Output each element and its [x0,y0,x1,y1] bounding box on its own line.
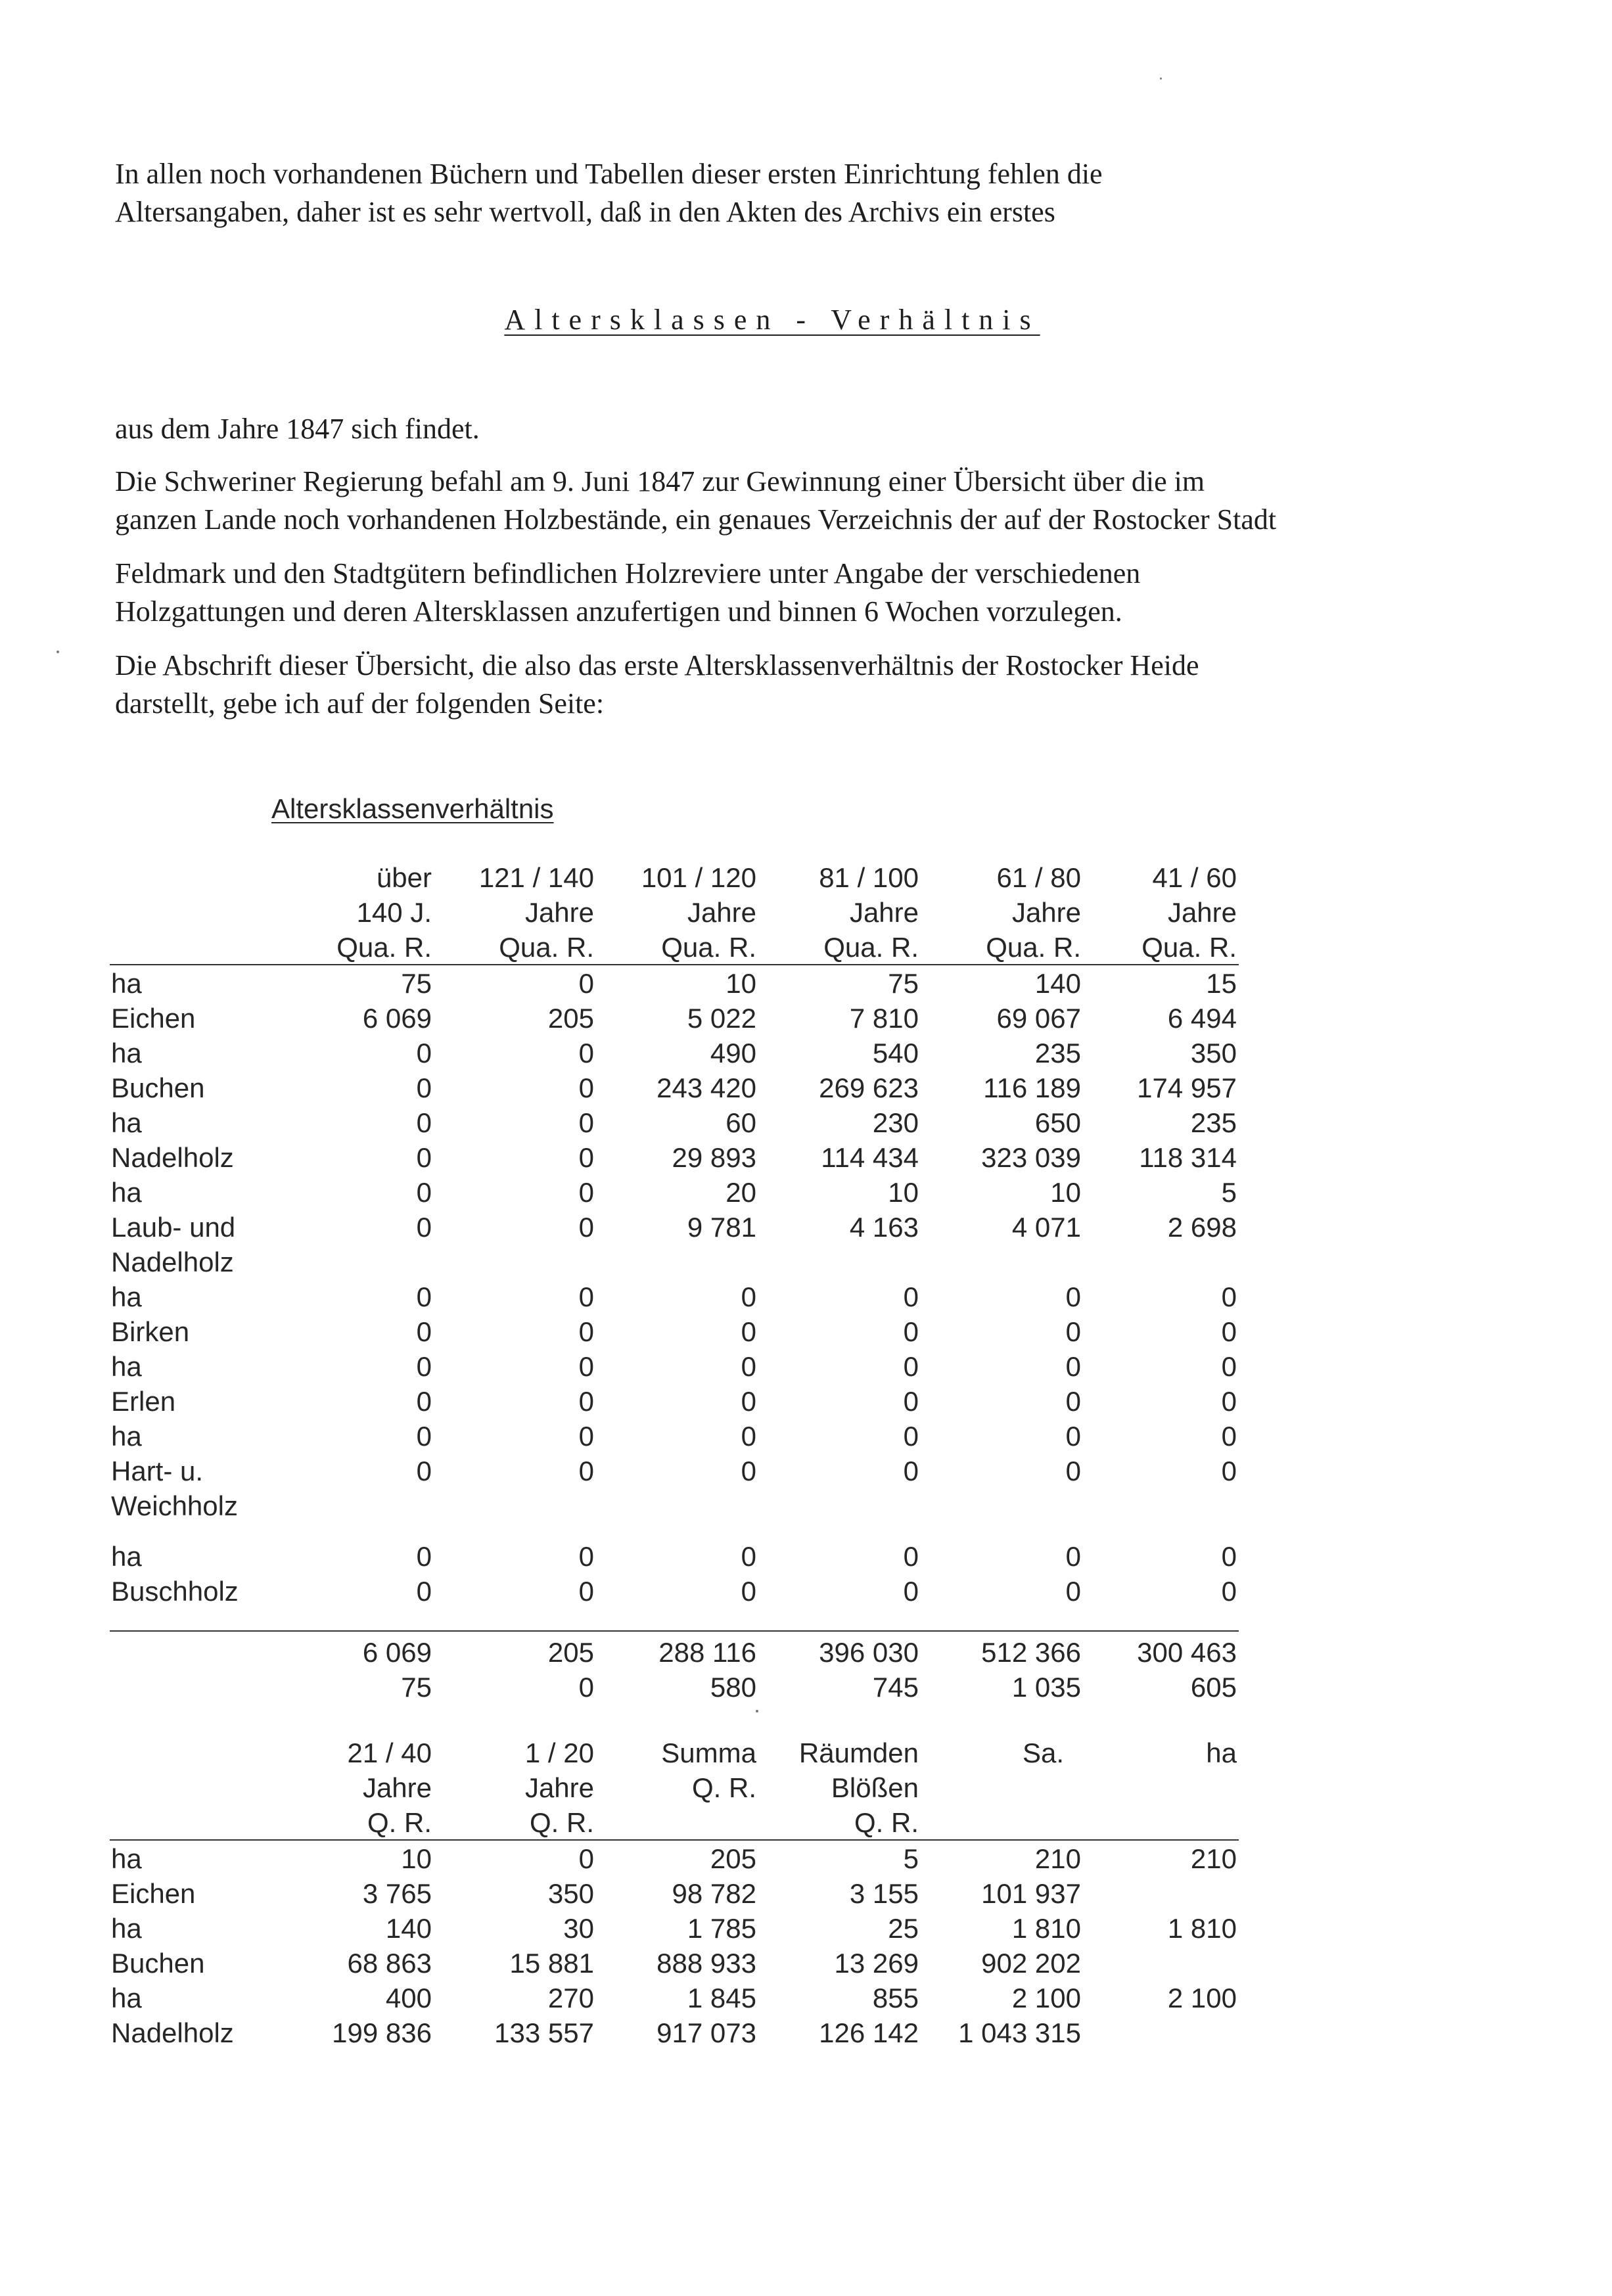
table-cell: 1 810 [1011,1913,1081,1944]
table-row [110,1911,1240,1946]
row-label-line: Buchen [111,1948,205,1979]
table-cell: 3 155 [849,1878,919,1909]
table-cell: 20 [725,1177,756,1208]
table-cell: 10 [888,1177,919,1208]
table-cell: 4 163 [849,1212,919,1243]
table-cell: 205 [547,1003,594,1034]
row-label-line: Eichen [111,1878,196,1909]
column-header: Räumden Blößen Q. R. [798,1737,919,1838]
table-cell: 0 [1221,1541,1237,1572]
table-cell: 0 [903,1281,919,1312]
table-row [110,1001,1240,1036]
total-cell: 396 030 [819,1637,919,1668]
total-cell: 745 [872,1672,919,1703]
table-cell: 0 [741,1456,756,1486]
table-cell: 6 494 [1167,1003,1237,1034]
table-cell: 15 [1206,968,1237,999]
column-header: ha [1206,1737,1237,1768]
row-label-line: Hart- u. [111,1456,204,1486]
table-row [110,1454,1240,1523]
table-row [110,1314,1240,1349]
table-cell: 1 043 315 [958,2017,1081,2048]
table-cell: 350 [547,1878,594,1909]
text-line: aus dem Jahre 1847 sich findet. [115,413,480,445]
totals-rows [110,1635,1240,1705]
table-row [110,966,1240,1001]
text-line: Die Schweriner Regierung befahl am 9. Juni 1847 zur Gewinnung einer Übersicht über die im [115,465,1205,497]
table-cell: 7 810 [849,1003,919,1034]
row-label-line: ha [111,1107,142,1138]
table-cell: 0 [416,1541,432,1572]
table-cell: 0 [416,1038,432,1068]
table-cell: 270 [547,1983,594,2013]
table-cell: 2 100 [1167,1983,1237,2013]
table-cell: 0 [1221,1281,1237,1312]
column-header: 41 / 60 Jahre Qua. R. [1141,862,1237,963]
table-cell: 323 039 [981,1142,1081,1173]
table-cell: 0 [1065,1541,1081,1572]
table-cell: 6 069 [362,1003,432,1034]
table-cell: 2 100 [1011,1983,1081,2013]
table-cell: 1 785 [687,1913,756,1944]
text-line: Die Abschrift dieser Übersicht, die also das erste Altersklassenverhältnis der Rostocker Heide [115,649,1199,681]
total-cell: 75 [401,1672,432,1703]
table-cell: 126 142 [819,2017,919,2048]
total-cell: 6 069 [362,1637,432,1668]
row-label-line: ha [111,1038,142,1068]
table-cell: 902 202 [981,1948,1081,1979]
table-cell: 0 [741,1541,756,1572]
table-cell: 0 [578,1038,594,1068]
totals-row [110,1635,1240,1670]
table-cell: 0 [1065,1421,1081,1452]
table-cell: 0 [416,1281,432,1312]
age-class-table-part2 [110,1735,1240,2050]
intro-paragraph [115,155,1495,231]
table-row [110,1175,1240,1210]
table-cell: 29 893 [672,1142,756,1173]
year-paragraph [115,410,1495,448]
row-label-line: Eichen [111,1003,196,1034]
table-cell: 0 [578,1212,594,1243]
table-cell: 5 [903,1843,919,1874]
row-label-line: ha [111,968,142,999]
row-label-line: ha [111,1177,142,1208]
table-cell: 3 765 [362,1878,432,1909]
table-cell: 0 [1065,1281,1081,1312]
column-header: 121 / 140 Jahre Qua. R. [478,862,594,963]
table-cell: 0 [1065,1386,1081,1417]
table-cell: 0 [903,1576,919,1607]
table-cell: 69 067 [996,1003,1081,1034]
totals-rule [110,1630,1239,1632]
table-cell: 15 881 [509,1948,594,1979]
table-cell: 0 [903,1386,919,1417]
table-cell: 0 [578,1456,594,1486]
row-label-line: Nadelholz [111,2017,234,2048]
table-cell: 0 [1221,1351,1237,1382]
table-cell: 0 [1065,1576,1081,1607]
table-cell: 0 [1221,1456,1237,1486]
table-cell: 9 781 [687,1212,756,1243]
table-cell: 0 [578,1072,594,1103]
table-cell: 0 [578,968,594,999]
table-cell: 5 [1221,1177,1237,1208]
column-header: 61 / 80 Jahre Qua. R. [986,862,1081,963]
total-cell: 0 [578,1672,594,1703]
text-line: Holzgattungen und deren Altersklassen anzufertigen und binnen 6 Wochen vorzulegen. [115,595,1122,628]
table-cell: 10 [401,1843,432,1874]
table-cell: 0 [578,1541,594,1572]
text-line: Altersangaben, daher ist es sehr wertvoll, daß in den Akten des Archivs ein erstes [115,196,1055,228]
table-cell: 230 [872,1107,919,1138]
table-cell: 210 [1190,1843,1237,1874]
table-cell: 0 [416,1142,432,1173]
row-label-line: Laub- und [111,1212,236,1243]
table-cell: 0 [578,1281,594,1312]
table-cell: 0 [578,1421,594,1452]
row-label-line: Nadelholz [111,1142,234,1173]
table-header [110,860,1240,965]
text-line: ganzen Lande noch vorhandenen Holzbestände, ein genaues Verzeichnis der auf der Rostocker Stadt [115,503,1277,536]
table-cell: 116 189 [983,1072,1081,1103]
column-header: Summa Q. R. [661,1737,756,1803]
table-cell: 174 957 [1137,1072,1237,1103]
table-cell: 0 [741,1386,756,1417]
total-cell: 605 [1190,1672,1237,1703]
table-cell: 0 [578,1576,594,1607]
table-cell: 0 [903,1316,919,1347]
table-cell: 75 [401,968,432,999]
table-cell: 0 [1221,1386,1237,1417]
table-cell: 13 269 [834,1948,919,1979]
row-label-line: Buchen [111,1072,205,1103]
table-row [110,1981,1240,2015]
table-row [110,1210,1240,1279]
table-cell: 10 [1050,1177,1081,1208]
total-cell: 512 366 [981,1637,1081,1668]
government-order-paragraph [115,463,1495,539]
table-cell: 0 [578,1843,594,1874]
column-header: 81 / 100 Jahre Qua. R. [819,862,919,963]
table-cell: 10 [725,968,756,999]
text-line: In allen noch vorhandenen Büchern und Tabellen dieser ersten Einrichtung fehlen die [115,158,1103,190]
column-header: über 140 J. Qua. R. [336,862,432,963]
table-cell: 243 420 [656,1072,756,1103]
table-row [110,1105,1240,1140]
header-rule [110,1839,1239,1841]
total-cell: 580 [710,1672,756,1703]
transcript-paragraph [115,647,1495,723]
table-cell: 0 [903,1456,919,1486]
table-cell: 0 [416,1316,432,1347]
column-header: 21 / 40 Jahre Q. R. [347,1737,432,1838]
row-label-line: ha [111,1983,142,2013]
table-cell: 0 [741,1576,756,1607]
table-cell: 1 810 [1167,1913,1237,1944]
table-cell: 269 623 [819,1072,919,1103]
table-cell: 0 [416,1421,432,1452]
table-cell: 0 [578,1386,594,1417]
header-rule [110,964,1239,965]
total-cell: 205 [547,1637,594,1668]
table-cell: 0 [416,1576,432,1607]
table-cell: 140 [1034,968,1081,999]
table-cell: 350 [1190,1038,1237,1068]
table-cell: 5 022 [687,1003,756,1034]
table-row [110,1876,1240,1911]
row-label-line: Erlen [111,1386,176,1417]
table-cell: 0 [578,1142,594,1173]
table-cell: 0 [416,1177,432,1208]
table-row [110,1574,1240,1609]
scan-speck [756,1710,758,1712]
table-cell: 75 [888,968,919,999]
table-header [110,1735,1240,1840]
table-cell: 0 [1065,1316,1081,1347]
totals-row [110,1670,1240,1705]
table-cell: 0 [741,1351,756,1382]
table-cell: 917 073 [656,2017,756,2048]
row-label-line: Buschholz [111,1576,239,1607]
table-cell: 490 [710,1038,756,1068]
scan-speck [57,651,59,653]
table-cell: 0 [741,1421,756,1452]
table-cell: 0 [416,1456,432,1486]
table-row [110,1036,1240,1070]
table-cell: 118 314 [1139,1142,1237,1173]
row-label-line: ha [111,1421,142,1452]
row-label-line: Nadelholz [111,1247,234,1277]
row-label-line: ha [111,1541,142,1572]
table-cell: 98 782 [672,1878,756,1909]
table-cell: 60 [725,1107,756,1138]
table-cell: 400 [385,1983,432,2013]
table-cell: 25 [888,1913,919,1944]
row-label-line: ha [111,1351,142,1382]
table-cell: 0 [1065,1456,1081,1486]
table-row [110,1384,1240,1419]
table-row [110,2015,1240,2050]
table-title: Altersklassenverhältnis [271,793,554,824]
table-body [110,966,1240,1609]
table-cell: 0 [741,1316,756,1347]
table-row [110,1539,1240,1574]
table-cell: 0 [903,1421,919,1452]
table-cell: 2 698 [1167,1212,1237,1243]
section-heading: Altersklassen - Verhältnis [504,304,1040,336]
table-cell: 0 [416,1107,432,1138]
table-cell: 855 [872,1983,919,2013]
text-line: Feldmark und den Stadtgütern befindlichen Holzreviere unter Angabe der verschiedenen [115,557,1141,589]
row-label-line: Birken [111,1316,190,1347]
table-cell: 0 [578,1107,594,1138]
inventory-paragraph [115,555,1495,631]
age-class-table-part1 [110,860,1240,1609]
table-cell: 0 [1221,1421,1237,1452]
row-label-line: ha [111,1843,142,1874]
table-cell: 0 [578,1351,594,1382]
table-cell: 30 [563,1913,594,1944]
table-cell: 235 [1034,1038,1081,1068]
table-cell: 0 [1221,1316,1237,1347]
table-row [110,1140,1240,1175]
table-cell: 0 [416,1351,432,1382]
table-cell: 205 [710,1843,756,1874]
table-cell: 0 [416,1212,432,1243]
table-cell: 235 [1190,1107,1237,1138]
table-row [110,1070,1240,1105]
table-cell: 0 [578,1316,594,1347]
table-cell: 540 [872,1038,919,1068]
table-cell: 650 [1034,1107,1081,1138]
total-cell: 288 116 [658,1637,756,1668]
table-row [110,1419,1240,1454]
scan-speck [1160,78,1162,80]
table-cell: 1 845 [687,1983,756,2013]
table-cell: 0 [1221,1576,1237,1607]
table-cell: 888 933 [656,1948,756,1979]
row-label-line: ha [111,1913,142,1944]
table-body [110,1841,1240,2050]
table-cell: 0 [578,1177,594,1208]
table-cell: 140 [385,1913,432,1944]
table-row [110,1349,1240,1384]
table-cell: 101 937 [981,1878,1081,1909]
table-cell: 68 863 [347,1948,432,1979]
table-row [110,1279,1240,1314]
table-row [110,1946,1240,1981]
text-line: darstellt, gebe ich auf der folgenden Seite: [115,687,605,720]
table-cell: 199 836 [332,2017,432,2048]
total-cell: 300 463 [1137,1637,1237,1668]
column-header: 1 / 20 Jahre Q. R. [524,1737,594,1838]
table-row [110,1841,1240,1876]
table-cell: 4 071 [1011,1212,1081,1243]
table-cell: 0 [903,1351,919,1382]
table-cell: 210 [1034,1843,1081,1874]
total-cell: 1 035 [1011,1672,1081,1703]
column-header: Sa. [1022,1737,1064,1768]
table-cell: 0 [416,1386,432,1417]
table-cell: 0 [1065,1351,1081,1382]
table-cell: 0 [903,1541,919,1572]
row-label-line: Weichholz [111,1490,238,1521]
table-cell: 0 [416,1072,432,1103]
table-cell: 133 557 [494,2017,594,2048]
column-header: 101 / 120 Jahre Qua. R. [641,862,756,963]
table-cell: 114 434 [821,1142,919,1173]
row-label-line: ha [111,1281,142,1312]
table-cell: 0 [741,1281,756,1312]
